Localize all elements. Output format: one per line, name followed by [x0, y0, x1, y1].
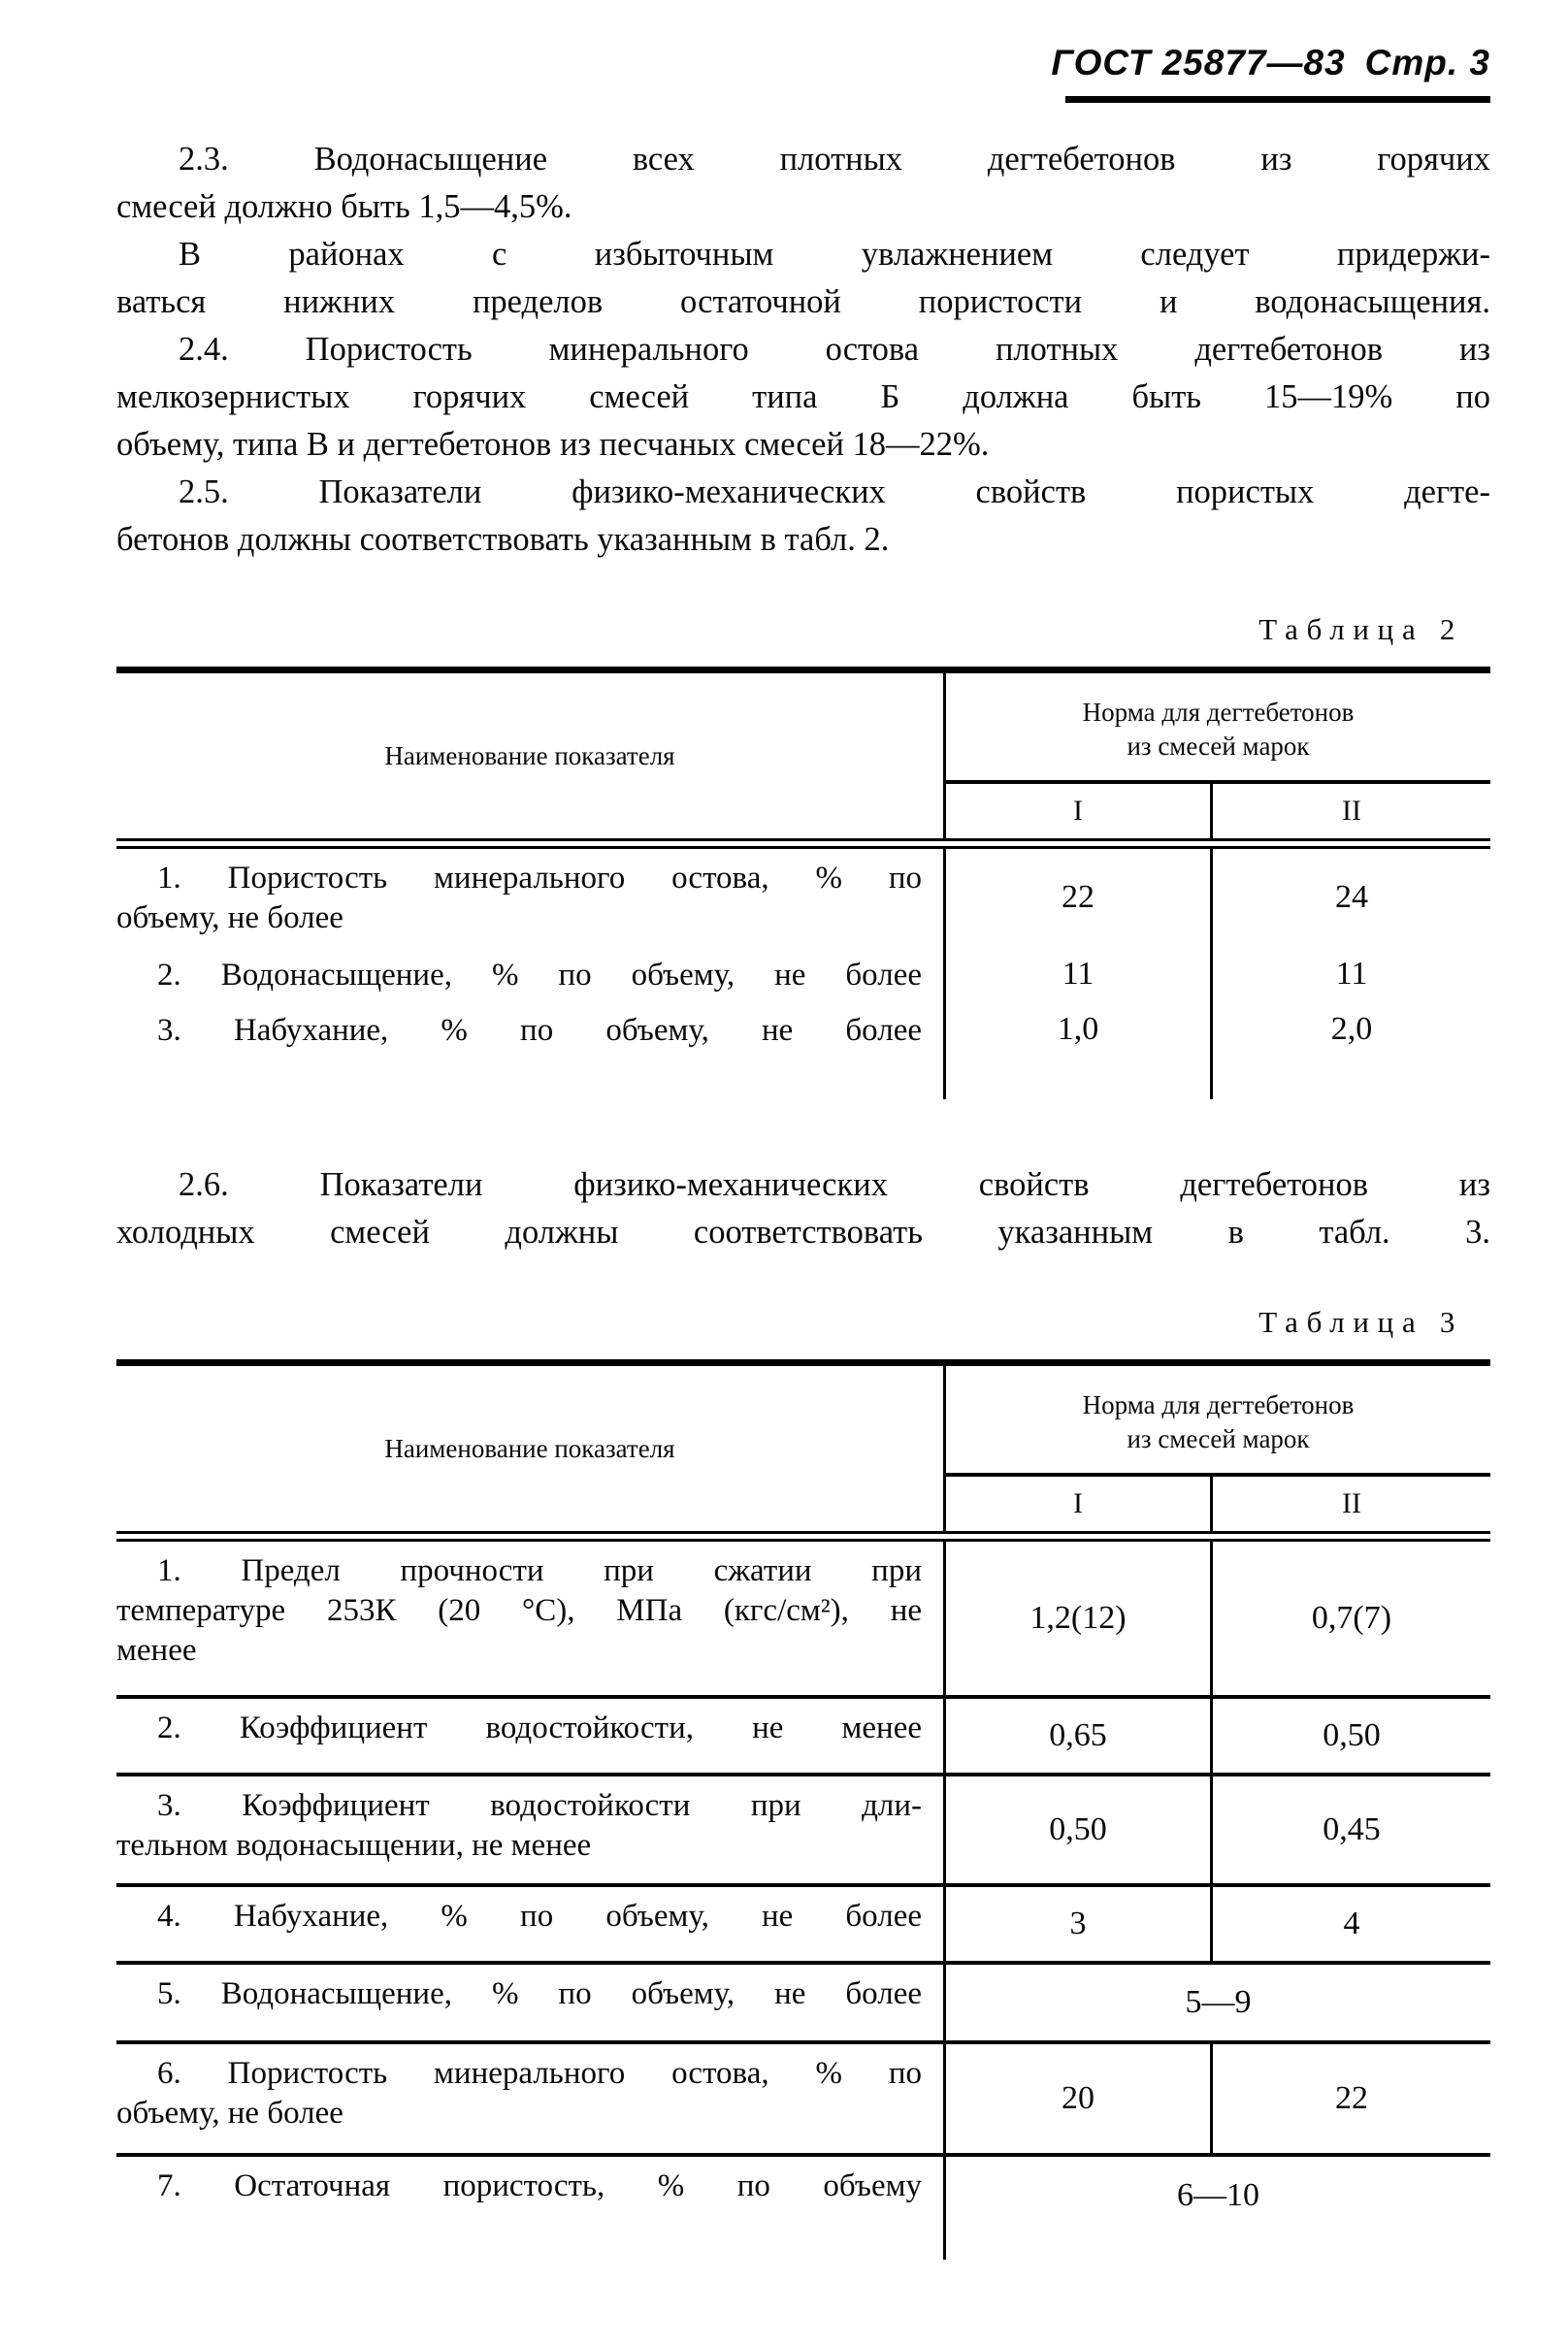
- paragraph-line: 2.5. Показатели физико-механических свойств пористых дегте-: [179, 473, 1490, 510]
- table2-col-I: I: [946, 784, 1213, 838]
- value-I: 1,2(12): [946, 1542, 1213, 1695]
- norm-title-line: Норма для дегтебетонов: [1082, 698, 1355, 727]
- table3-norm-header: [946, 1366, 1490, 1531]
- table3-header: [116, 1366, 1490, 1531]
- value-II: 4: [1343, 1906, 1360, 1941]
- row-name-line: температуре 253К (20 °С), МПа (кгс/см²), не: [116, 1593, 922, 1628]
- norm-title-line: из смесей марок: [1127, 732, 1310, 761]
- paragraph-line: 2.4. Пористость минерального остова плотных дегтебетонов из: [179, 331, 1490, 368]
- row-name-line: объему, не более: [116, 900, 343, 935]
- value-I: 0,65: [946, 1699, 1213, 1773]
- value-II: 0,7(7): [1311, 1600, 1392, 1636]
- table3-col-II: II: [1342, 1487, 1361, 1519]
- header-double-rule: [116, 838, 1490, 849]
- paragraph-line: холодных смесей должны соответствовать указанным в табл. 3.: [116, 1214, 1490, 1251]
- page-header: [116, 43, 1490, 83]
- table-open-bottom: [116, 1057, 1490, 1099]
- header-double-rule: [116, 1531, 1490, 1542]
- row-name-line: 7. Остаточная пористость, % по объему: [157, 2168, 922, 2203]
- value-II: 0,50: [1323, 1717, 1381, 1753]
- paragraph-line: смесей должно быть 1,5—4,5%.: [116, 188, 572, 225]
- paragraph-2-5: [116, 469, 1490, 564]
- paragraph-line: мелкозернистых горячих смесей типа Б должна быть 15—19% по: [116, 378, 1490, 415]
- paragraph-2-4: [116, 326, 1490, 469]
- row-name: [116, 1965, 946, 2040]
- table-open-bottom: [116, 2234, 1490, 2260]
- table3: [116, 1359, 1490, 2260]
- paragraph-2-3: [116, 136, 1490, 231]
- paragraph-2-6: [116, 1161, 1490, 1256]
- table-row: [116, 1776, 1490, 1883]
- table-row: [116, 1001, 1490, 1057]
- row-name: [116, 946, 946, 1001]
- value-II: 0,45: [1323, 1811, 1381, 1847]
- paragraph-line: 2.3. Водонасыщение всех плотных дегтебетонов из горячих: [179, 141, 1490, 178]
- row-name-line: 4. Набухание, % по объему, не более: [157, 1899, 922, 1934]
- table-row: [116, 946, 1490, 1001]
- row-name: [116, 2044, 946, 2153]
- row-name: [116, 1887, 946, 1961]
- table2-norm-header: [946, 673, 1490, 838]
- table3-grade-columns: [946, 1477, 1490, 1531]
- table-row: [116, 2044, 1490, 2153]
- table3-label: Таблица 3: [1258, 1305, 1463, 1339]
- value-I: 0,50: [946, 1776, 1213, 1883]
- value-span: 6—10: [1177, 2177, 1259, 2213]
- table3-norm-title: [946, 1366, 1490, 1473]
- value-I: 11: [946, 946, 1213, 1001]
- value-II: 22: [1335, 2080, 1368, 2116]
- page-number: Стр. 3: [1364, 43, 1490, 82]
- row-name-line: менее: [116, 1633, 197, 1668]
- table-row: [116, 1542, 1490, 1695]
- row-name-line: 6. Пористость минерального остова, % по: [157, 2056, 922, 2091]
- row-name-line: 1. Предел прочности при сжатии при: [157, 1553, 922, 1588]
- row-name-line: тельном водонасыщении, не менее: [116, 1828, 592, 1863]
- page-content: [116, 43, 1490, 2260]
- paragraph-line: ваться нижних пределов остаточной пористости и водонасыщения.: [116, 283, 1490, 320]
- paragraph-line: бетонов должны соответствовать указанным в табл. 2.: [116, 521, 890, 558]
- body-paragraphs: [116, 136, 1490, 564]
- table2-grade-columns: [946, 784, 1490, 838]
- table-row: [116, 2157, 1490, 2234]
- table-row: [116, 849, 1490, 946]
- norm-title-line: из смесей марок: [1127, 1424, 1310, 1453]
- table3-col-I: I: [946, 1477, 1213, 1531]
- value-II: 11: [1335, 955, 1368, 992]
- standard-number: ГОСТ 25877—83: [1051, 43, 1346, 82]
- table2-header: [116, 673, 1490, 838]
- row-name: [116, 1699, 946, 1773]
- row-name: [116, 1001, 946, 1057]
- row-name: [116, 849, 946, 946]
- table2-name-column-header: Наименование показателя: [116, 673, 946, 838]
- value-I: 1,0: [946, 1001, 1213, 1057]
- row-name-line: 1. Пористость минерального остова, % по: [157, 861, 922, 896]
- row-name-line: 2. Коэффициент водостойкости, не менее: [157, 1711, 922, 1745]
- row-name: [116, 1776, 946, 1883]
- table2-label: Таблица 2: [1258, 612, 1463, 646]
- row-name: [116, 1542, 946, 1695]
- table2: [116, 667, 1490, 1099]
- row-name-line: 5. Водонасыщение, % по объему, не более: [157, 1976, 922, 2011]
- norm-title-line: Норма для дегтебетонов: [1082, 1390, 1355, 1419]
- value-II: 2,0: [1330, 1010, 1373, 1047]
- paragraph-line: объему, типа В и дегтебетонов из песчаных смесей 18—22%.: [116, 426, 990, 463]
- table-row: [116, 1699, 1490, 1773]
- row-name: [116, 2157, 946, 2234]
- paragraph-line: В районах с избыточным увлажнением следует придержи-: [179, 236, 1490, 273]
- row-name-line: 3. Коэффициент водостойкости при дли-: [157, 1788, 922, 1823]
- value-span: 5—9: [1185, 1984, 1252, 2020]
- table2-norm-title: [946, 673, 1490, 780]
- value-I: 20: [946, 2044, 1213, 2153]
- value-I: 22: [946, 849, 1213, 946]
- table3-name-column-header: Наименование показателя: [116, 1366, 946, 1531]
- table-row: [116, 1887, 1490, 1961]
- table-row: [116, 1965, 1490, 2040]
- row-name-line: 2. Водонасыщение, % по объему, не более: [157, 958, 922, 993]
- paragraph-humid-regions: [116, 231, 1490, 326]
- paragraph-line: 2.6. Показатели физико-механических свойств дегтебетонов из: [179, 1166, 1490, 1203]
- table2-col-II: II: [1342, 795, 1361, 827]
- header-rule: [1065, 96, 1490, 103]
- value-II: 24: [1335, 879, 1368, 915]
- value-I: 3: [946, 1887, 1213, 1961]
- row-name-line: 3. Набухание, % по объему, не более: [157, 1013, 922, 1048]
- row-name-line: объему, не более: [116, 2096, 343, 2131]
